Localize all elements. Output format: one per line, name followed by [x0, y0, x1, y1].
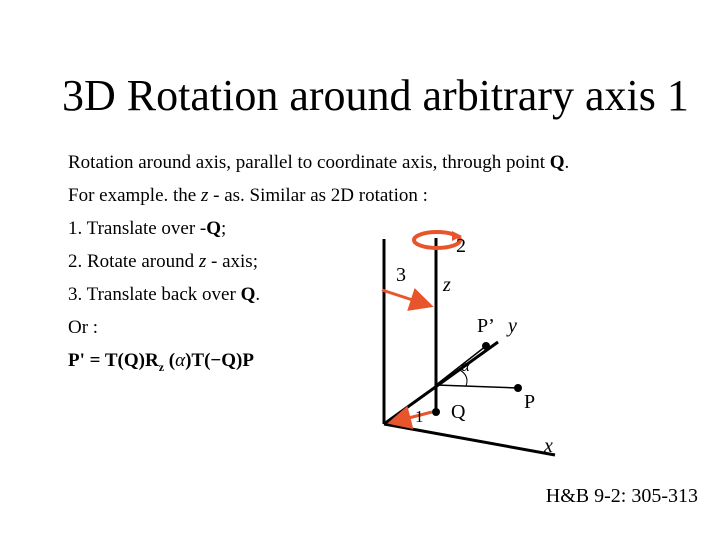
line1-point-q: Q — [549, 152, 565, 173]
label-alpha: α — [461, 356, 470, 375]
label-step2: 2 — [456, 235, 466, 257]
step3-suffix: . — [255, 284, 261, 305]
origin-y-axis — [384, 342, 498, 424]
label-p: P — [524, 391, 536, 413]
point-p-prime-dot — [482, 342, 490, 350]
step1-text: 1. Translate over - — [68, 218, 207, 239]
axis-label-y: y — [508, 315, 517, 337]
slide-title: 3D Rotation around arbitrary axis 1 — [62, 71, 689, 120]
step2-text: 2. Rotate around — [68, 251, 199, 272]
label-step3: 3 — [396, 264, 406, 286]
point-q-dot — [432, 408, 440, 416]
step1-point-q: Q — [206, 218, 222, 239]
line1-text: Rotation around axis, parallel to coordinate axis, through point — [68, 152, 550, 173]
label-q: Q — [451, 401, 466, 423]
or-label: Or : — [68, 317, 99, 338]
formula-part-c: )T(−Q)P — [185, 350, 254, 371]
formula-subscript: z — [158, 359, 165, 374]
line2-suffix: - as. Similar as 2D rotation : — [208, 185, 428, 206]
step2-z: z — [198, 251, 207, 272]
axis-label-x: x — [544, 435, 553, 457]
step3-point-q: Q — [240, 284, 256, 305]
step3-text: 3. Translate back over — [68, 284, 241, 305]
line2-z: z — [200, 185, 209, 206]
translate-back-arrow — [382, 290, 428, 305]
formula-part-b: ( — [164, 350, 176, 371]
step1-suffix: ; — [221, 218, 227, 239]
axis-label-z: z — [443, 274, 451, 296]
line2-text: For example. the — [68, 185, 201, 206]
point-p-dot — [514, 384, 522, 392]
q-to-p-line — [436, 385, 518, 388]
label-p-prime: P’ — [477, 315, 495, 337]
label-step1: 1 — [415, 407, 424, 426]
formula-part-a: P' = T(Q)R — [68, 350, 159, 371]
line1-suffix: . — [564, 152, 570, 173]
step2-suffix: - axis; — [206, 251, 258, 272]
formula-alpha: α — [175, 350, 186, 371]
reference-citation: H&B 9-2: 305-313 — [545, 485, 698, 507]
origin-x-axis — [384, 424, 555, 455]
